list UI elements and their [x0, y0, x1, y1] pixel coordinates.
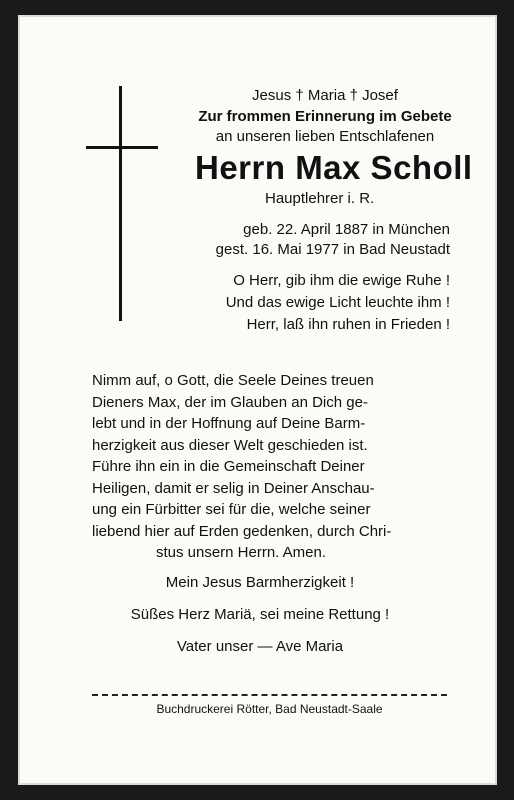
paragraph-line: herzigkeit aus dieser Welt geschieden ist. — [92, 436, 368, 454]
deceased-name: Herrn Max Scholl — [195, 149, 473, 186]
cross-icon-bar — [86, 146, 158, 149]
prayer-line-1: O Herr, gib ihm die ewige Ruhe ! — [233, 272, 450, 289]
subtitle: an unseren lieben Entschlafenen — [215, 128, 435, 145]
prayer-paragraph — [92, 370, 450, 564]
paragraph-line: liebend hier auf Erden gedenken, durch Chri- — [92, 522, 392, 540]
closing-line-1: Mein Jesus Barmherzigkeit ! — [165, 574, 355, 591]
birth-date: geb. 22. April 1887 in München — [243, 221, 450, 238]
paragraph-line: stus unsern Herrn. Amen. — [155, 544, 327, 561]
dedication: Zur frommen Erinnerung im Gebete — [198, 108, 452, 125]
printer-imprint: Buchdruckerei Rötter, Bad Neustadt-Saale — [156, 702, 383, 716]
closing-line-3: Vater unser — Ave Maria — [176, 638, 344, 655]
paragraph-line: Heiligen, damit er selig in Deiner Anschau- — [92, 479, 375, 497]
prayer-line-3: Herr, laß ihn ruhen in Frieden ! — [246, 316, 450, 333]
deceased-title: Hauptlehrer i. R. — [265, 190, 375, 207]
invocation: Jesus † Maria † Josef — [252, 87, 398, 104]
closing-line-2: Süßes Herz Mariä, sei meine Rettung ! — [130, 606, 390, 623]
paragraph-line: Nimm auf, o Gott, die Seele Deines treuen — [92, 372, 374, 389]
death-date: gest. 16. Mai 1977 in Bad Neustadt — [215, 241, 450, 258]
cross-icon — [119, 86, 122, 321]
paragraph-line: Führe ihn ein in die Gemeinschaft Deiner — [92, 458, 365, 475]
paragraph-line: lebt und in der Hoffnung auf Deine Barm- — [92, 415, 366, 432]
prayer-line-2: Und das ewige Licht leuchte ihm ! — [225, 294, 450, 311]
paragraph-line: ung ein Fürbitter sei für die, welche seiner — [92, 501, 371, 518]
divider — [92, 694, 447, 696]
paragraph-line: Dieners Max, der im Glauben an Dich ge- — [92, 393, 368, 411]
